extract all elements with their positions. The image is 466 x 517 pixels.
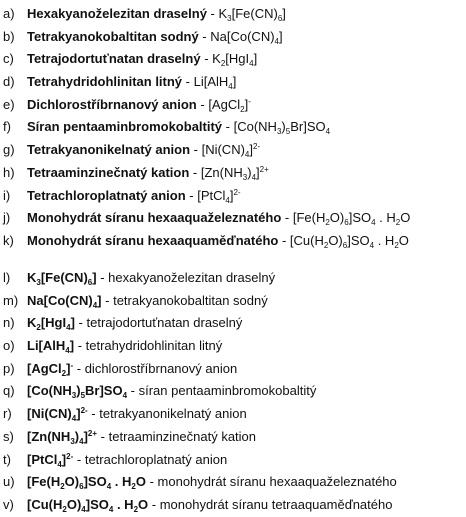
compound-name: tetrahydridohlinitan litný: [85, 338, 223, 354]
separator: -: [97, 428, 109, 444]
list-item: [0, 48, 466, 71]
list-item: [0, 426, 466, 449]
item-content: [27, 185, 241, 208]
compound-formula: [PtCl$_4$]$^{2-}$: [27, 451, 74, 469]
list-item: [0, 403, 466, 426]
item-content: [27, 71, 236, 94]
item-content: [27, 494, 392, 517]
compound-formula: $[Cu(H_2O)_4]SO_4$ . $H_2O$: [27, 496, 149, 514]
item-letter: n): [3, 315, 15, 331]
compound-formula: $[Cu(H_2O)_6]SO_4$ . $H_2O$: [289, 232, 409, 250]
separator: -: [96, 270, 109, 285]
list-item: [0, 71, 466, 94]
list-item: [0, 185, 466, 208]
compound-name: dichlorostříbrnanový anion: [84, 360, 238, 376]
compound-formula: $K_3[Fe(CN)_6]$: [27, 270, 97, 287]
item-letter: d): [3, 74, 15, 90]
item-letter: s): [3, 428, 14, 444]
item-content: [27, 358, 237, 381]
item-content: [27, 267, 275, 290]
list-item: [0, 335, 466, 358]
compound-formula: [AgCl$_2$]-: [208, 96, 251, 114]
compound-name: tetraaminzinečnatý kation: [108, 428, 257, 444]
item-letter: f): [3, 119, 11, 135]
item-content: [27, 230, 409, 253]
compound-formula: $[Ni(CN)_4]^{2-}$: [27, 406, 88, 424]
list-item: [0, 207, 466, 230]
compound-name: Tetrakyanokobaltitan sodný: [27, 28, 199, 44]
compound-name: Monohydrát síranu hexaaquaželeznatého: [27, 210, 282, 226]
item-content: [27, 403, 247, 426]
item-letter: g): [3, 142, 15, 158]
list-item: [0, 94, 466, 117]
compound-formula: [AgCl$_2$]-: [27, 360, 74, 378]
item-content: [27, 426, 256, 449]
list-item: [0, 380, 466, 403]
item-content: [27, 471, 397, 494]
compound-name: tetrakyanonikelnatý anion: [99, 406, 247, 422]
compound-name: monohydrát síranu hexaaquaželeznatého: [157, 474, 397, 490]
separator: -: [206, 6, 219, 21]
compound-formula: $[Ni(CN)_4]^{2-}$: [201, 142, 261, 160]
separator: -: [127, 383, 139, 399]
separator: -: [200, 51, 213, 67]
separator: -: [73, 360, 85, 376]
list-item: [0, 3, 466, 26]
separator: -: [74, 315, 87, 331]
item-letter: c): [3, 51, 14, 67]
compound-formula: Li[AlH$_4$]: [27, 338, 75, 356]
list-item: [0, 290, 466, 313]
compound-formula: $K_2[HgI_4]$: [212, 51, 258, 69]
item-letter: q): [3, 383, 15, 399]
list-item: [0, 494, 466, 517]
item-letter: i): [3, 187, 11, 203]
item-content: [27, 380, 316, 403]
compound-name: Tetrahydridohlinitan litný: [27, 74, 183, 90]
item-content: [27, 26, 283, 49]
compound-name: Tetrakyanonikelnatý anion: [27, 142, 191, 158]
separator: -: [281, 210, 293, 226]
compound-formula: $[Co(NH_3)_5Br]SO_4$: [27, 383, 128, 401]
separator: -: [182, 74, 194, 90]
separator: -: [190, 142, 202, 158]
item-content: [27, 312, 242, 335]
item-letter: b): [3, 28, 15, 44]
compound-name: Tetrachloroplatnatý anion: [27, 187, 186, 203]
compound-name: hexakyanoželezitan draselný: [108, 270, 276, 285]
compound-name: Tetraaminzinečnatý kation: [27, 164, 190, 180]
compound-name: Síran pentaaminbromokobaltitý: [27, 119, 223, 135]
list-item: [0, 449, 466, 472]
item-letter: u): [3, 474, 15, 490]
compound-name: Dichlorostříbrnanový anion: [27, 96, 197, 112]
separator: -: [145, 474, 158, 490]
list-item: [0, 139, 466, 162]
separator: -: [73, 451, 85, 467]
separator: -: [189, 164, 201, 180]
item-letter: r): [3, 406, 12, 422]
compound-name: Tetrajodortuťnatan draselný: [27, 51, 201, 67]
list-item: [0, 26, 466, 49]
compound-formula: [PtCl$_4$]$^{2-}$: [197, 187, 241, 205]
compound-name: Hexakyanoželezitan draselný: [27, 6, 207, 21]
list-item: [0, 471, 466, 494]
separator: -: [198, 28, 211, 44]
item-content: [27, 3, 286, 26]
item-content: [27, 207, 410, 230]
item-letter: o): [3, 338, 15, 354]
list-item: [0, 230, 466, 253]
separator: -: [196, 96, 209, 112]
item-letter: m): [3, 292, 19, 308]
separator: -: [74, 338, 86, 354]
exercise-list-names-to-formulas: [0, 3, 466, 253]
item-letter: j): [3, 210, 11, 226]
item-letter: l): [3, 270, 11, 285]
separator: -: [222, 119, 234, 135]
item-letter: k): [3, 232, 14, 248]
separator: -: [185, 187, 198, 203]
compound-formula: $[Zn(NH_3)_4]^{2+}$: [27, 428, 98, 446]
compound-name: Monohydrát síranu hexaaquaměďnatého: [27, 232, 279, 248]
item-content: [27, 449, 227, 472]
item-letter: t): [3, 451, 11, 467]
exercise-list-formulas-to-names: [0, 267, 466, 517]
item-content: [27, 116, 330, 139]
item-content: [27, 48, 257, 71]
compound-name: síran pentaaminbromokobaltitý: [138, 383, 317, 399]
separator: -: [278, 232, 290, 248]
list-item: [0, 358, 466, 381]
compound-formula: $Na[Co(CN)_4]$: [210, 28, 283, 46]
item-content: [27, 162, 269, 185]
compound-formula: $[Zn(NH_3)_4]^{2+}$: [200, 164, 269, 182]
compound-formula: $[Co(NH_3)_5Br]SO_4$: [233, 119, 331, 137]
item-content: [27, 94, 251, 117]
compound-name: tetrakyanokobaltitan sodný: [113, 292, 268, 308]
item-content: [27, 335, 222, 358]
item-content: [27, 290, 268, 313]
item-letter: e): [3, 96, 15, 112]
list-item: [0, 162, 466, 185]
separator: -: [101, 292, 114, 308]
compound-formula: Li[AlH$_4$]: [193, 74, 237, 92]
list-item: [0, 116, 466, 139]
item-letter: a): [3, 6, 15, 21]
compound-formula: $[Fe(H_2O)_6]SO_4$ . $H_2O$: [27, 474, 146, 492]
compound-formula: $K_3[Fe(CN)_6]$: [218, 6, 286, 23]
item-letter: h): [3, 164, 15, 180]
compound-name: tetrajodortuťnatan draselný: [86, 315, 243, 331]
compound-formula: $Na[Co(CN)_4]$: [27, 292, 102, 310]
compound-formula: $K_2[HgI_4]$: [27, 315, 75, 333]
compound-formula: $[Fe(H_2O)_6]SO_4$ . $H_2O$: [292, 210, 411, 228]
compound-name: tetrachloroplatnatý anion: [84, 451, 228, 467]
separator: -: [148, 496, 160, 512]
item-letter: v): [3, 496, 14, 512]
compound-name: monohydrát síranu tetraaquaměďnatého: [159, 496, 393, 512]
separator: -: [87, 406, 100, 422]
item-content: [27, 139, 260, 162]
list-item: [0, 267, 466, 290]
item-letter: p): [3, 360, 15, 376]
list-item: [0, 312, 466, 335]
